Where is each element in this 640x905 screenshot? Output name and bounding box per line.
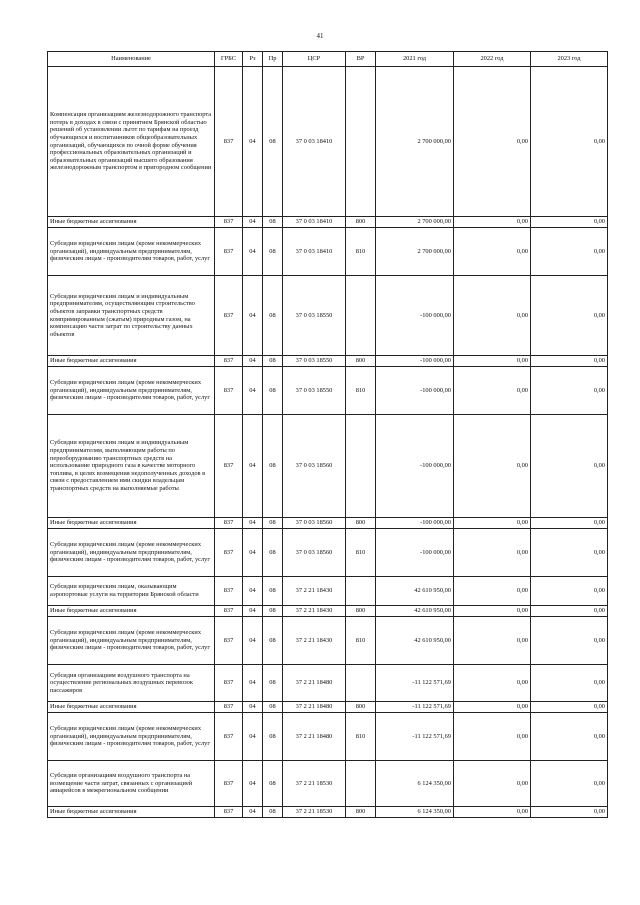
row-name: Субсидии юридическим лицам (кроме некоммерческих организаций), индивидуальным предпринимателям, физическим лицам - производителям товаров, работ, услуг	[48, 713, 215, 761]
row-name: Субсидии юридическим лицам, оказывающим аэропортовые услуги на территории Брянской области	[48, 577, 215, 606]
row-2021: -100 000,00	[376, 356, 454, 367]
row-2021: -100 000,00	[376, 529, 454, 577]
row-pr: 08	[263, 415, 283, 518]
row-csr: 37 0 03 18410	[283, 67, 346, 217]
header-rz: Рз	[243, 52, 263, 67]
row-2021: 2 700 000,00	[376, 228, 454, 276]
row-pr: 08	[263, 518, 283, 529]
row-name: Субсидии юридическим лицам (кроме некоммерческих организаций), индивидуальным предпринимателям, физическим лицам - производителям товаров, работ, услуг	[48, 367, 215, 415]
row-grbs: 837	[215, 807, 243, 818]
row-rz: 04	[243, 617, 263, 665]
table-row	[48, 356, 608, 367]
row-pr: 08	[263, 761, 283, 807]
row-2023: 0,00	[531, 276, 608, 356]
row-2022: 0,00	[454, 356, 531, 367]
row-2023: 0,00	[531, 67, 608, 217]
row-vr: 800	[346, 702, 376, 713]
header-vr: ВР	[346, 52, 376, 67]
row-csr: 37 0 03 18560	[283, 529, 346, 577]
row-vr: 800	[346, 606, 376, 617]
row-name: Компенсация организациям железнодорожного транспорта потерь в доходах в связи с принятием Брянской областью решений об установлении льгот по тарифам на проезд обучающихся и воспитанников общеобразовательных организаций, обучающихся по очной форме обучения профессиональных образовательных организаций и образовательных организаций высшего образования железнодорожным транспортом в пригородном сообщении	[48, 67, 215, 217]
row-vr: 810	[346, 617, 376, 665]
row-2022: 0,00	[454, 276, 531, 356]
row-csr: 37 0 03 18410	[283, 228, 346, 276]
row-rz: 04	[243, 356, 263, 367]
table-row	[48, 761, 608, 807]
row-2021: 2 700 000,00	[376, 67, 454, 217]
row-vr: 800	[346, 217, 376, 228]
row-csr: 37 0 03 18550	[283, 367, 346, 415]
row-2022: 0,00	[454, 367, 531, 415]
row-2023: 0,00	[531, 367, 608, 415]
row-pr: 08	[263, 276, 283, 356]
row-2022: 0,00	[454, 228, 531, 276]
row-2022: 0,00	[454, 665, 531, 702]
table-header-row	[48, 52, 608, 67]
row-vr: 800	[346, 356, 376, 367]
row-pr: 08	[263, 577, 283, 606]
row-2022: 0,00	[454, 529, 531, 577]
header-csr: ЦСР	[283, 52, 346, 67]
row-2023: 0,00	[531, 761, 608, 807]
row-name: Иные бюджетные ассигнования	[48, 606, 215, 617]
row-2021: -11 122 571,69	[376, 702, 454, 713]
row-csr: 37 2 21 18530	[283, 761, 346, 807]
row-rz: 04	[243, 529, 263, 577]
row-pr: 08	[263, 807, 283, 818]
row-2021: -100 000,00	[376, 415, 454, 518]
row-2023: 0,00	[531, 356, 608, 367]
table-row	[48, 217, 608, 228]
row-csr: 37 2 21 18430	[283, 577, 346, 606]
row-csr: 37 2 21 18430	[283, 606, 346, 617]
row-2021: 6 124 350,00	[376, 807, 454, 818]
table-row	[48, 665, 608, 702]
row-vr: 810	[346, 367, 376, 415]
row-2021: -11 122 571,69	[376, 665, 454, 702]
row-grbs: 837	[215, 367, 243, 415]
row-name: Субсидии юридическим лицам и индивидуальным предпринимателям, осуществляющим строительство объектов заправки транспортных средств компримированным (сжатым) природным газом, на компенсацию части затрат по строительству данных объектов	[48, 276, 215, 356]
row-grbs: 837	[215, 529, 243, 577]
row-csr: 37 2 21 18480	[283, 702, 346, 713]
table-row	[48, 415, 608, 518]
row-vr	[346, 577, 376, 606]
row-vr: 810	[346, 529, 376, 577]
row-2023: 0,00	[531, 713, 608, 761]
row-2022: 0,00	[454, 415, 531, 518]
row-pr: 08	[263, 228, 283, 276]
header-2021: 2021 год	[376, 52, 454, 67]
row-pr: 08	[263, 217, 283, 228]
row-2022: 0,00	[454, 761, 531, 807]
row-2021: 42 610 950,00	[376, 577, 454, 606]
row-pr: 08	[263, 356, 283, 367]
table-row	[48, 67, 608, 217]
row-name: Субсидии юридическим лицам (кроме некоммерческих организаций), индивидуальным предпринимателям, физическим лицам - производителям товаров, работ, услуг	[48, 228, 215, 276]
table-row	[48, 276, 608, 356]
row-grbs: 837	[215, 761, 243, 807]
row-2021: -100 000,00	[376, 518, 454, 529]
row-2022: 0,00	[454, 702, 531, 713]
row-2021: 6 124 350,00	[376, 761, 454, 807]
row-vr: 800	[346, 807, 376, 818]
header-name: Наименование	[48, 52, 215, 67]
table-row	[48, 529, 608, 577]
row-csr: 37 0 03 18550	[283, 356, 346, 367]
table-row	[48, 518, 608, 529]
row-rz: 04	[243, 807, 263, 818]
row-2021: 2 700 000,00	[376, 217, 454, 228]
header-pr: Пр	[263, 52, 283, 67]
row-2023: 0,00	[531, 518, 608, 529]
row-rz: 04	[243, 367, 263, 415]
row-2021: 42 610 950,00	[376, 617, 454, 665]
row-2023: 0,00	[531, 665, 608, 702]
row-vr	[346, 415, 376, 518]
row-vr: 810	[346, 228, 376, 276]
header-2023: 2023 год	[531, 52, 608, 67]
row-name: Иные бюджетные ассигнования	[48, 702, 215, 713]
row-grbs: 837	[215, 713, 243, 761]
row-2023: 0,00	[531, 217, 608, 228]
row-2022: 0,00	[454, 617, 531, 665]
row-pr: 08	[263, 702, 283, 713]
row-2023: 0,00	[531, 807, 608, 818]
row-vr	[346, 665, 376, 702]
row-2022: 0,00	[454, 518, 531, 529]
row-pr: 08	[263, 617, 283, 665]
row-vr	[346, 67, 376, 217]
table-row	[48, 617, 608, 665]
row-grbs: 837	[215, 518, 243, 529]
row-csr: 37 2 21 18480	[283, 665, 346, 702]
row-rz: 04	[243, 713, 263, 761]
row-rz: 04	[243, 702, 263, 713]
row-name: Иные бюджетные ассигнования	[48, 217, 215, 228]
row-2021: -11 122 571,69	[376, 713, 454, 761]
row-2023: 0,00	[531, 577, 608, 606]
budget-table	[47, 51, 608, 818]
row-grbs: 837	[215, 577, 243, 606]
row-2023: 0,00	[531, 415, 608, 518]
row-rz: 04	[243, 228, 263, 276]
row-rz: 04	[243, 577, 263, 606]
row-vr: 800	[346, 518, 376, 529]
row-grbs: 837	[215, 702, 243, 713]
row-2023: 0,00	[531, 529, 608, 577]
row-pr: 08	[263, 67, 283, 217]
row-grbs: 837	[215, 665, 243, 702]
row-rz: 04	[243, 518, 263, 529]
row-2021: -100 000,00	[376, 367, 454, 415]
row-csr: 37 0 03 18410	[283, 217, 346, 228]
table-row	[48, 577, 608, 606]
row-vr	[346, 761, 376, 807]
row-name: Иные бюджетные ассигнования	[48, 356, 215, 367]
table-row	[48, 228, 608, 276]
row-name: Субсидии юридическим лицам (кроме некоммерческих организаций), индивидуальным предпринимателям, физическим лицам - производителям товаров, работ, услуг	[48, 529, 215, 577]
row-vr	[346, 276, 376, 356]
row-grbs: 837	[215, 415, 243, 518]
row-rz: 04	[243, 606, 263, 617]
row-name: Субсидии юридическим лицам (кроме некоммерческих организаций), индивидуальным предпринимателям, физическим лицам - производителям товаров, работ, услуг	[48, 617, 215, 665]
row-2023: 0,00	[531, 606, 608, 617]
row-rz: 04	[243, 665, 263, 702]
row-csr: 37 0 03 18550	[283, 276, 346, 356]
row-grbs: 837	[215, 276, 243, 356]
row-2021: -100 000,00	[376, 276, 454, 356]
row-grbs: 837	[215, 67, 243, 217]
row-pr: 08	[263, 665, 283, 702]
row-name: Субсидии юридическим лицам и индивидуальным предпринимателям, выполняющим работы по переоборудованию транспортных средств на использование природного газа в качестве моторного топлива, в целях возмещения недополученных доходов в связи с предоставлением ими скидки владельцам транспортных средств на выполняемые работы	[48, 415, 215, 518]
row-csr: 37 2 21 18430	[283, 617, 346, 665]
row-grbs: 837	[215, 606, 243, 617]
table-body	[48, 67, 608, 818]
row-pr: 08	[263, 713, 283, 761]
row-grbs: 837	[215, 356, 243, 367]
row-rz: 04	[243, 276, 263, 356]
table-row	[48, 702, 608, 713]
row-name: Субсидии организациям воздушного транспорта на возмещение части затрат, связанных с организацией авиарейсов в межрегиональном сообщении	[48, 761, 215, 807]
row-2023: 0,00	[531, 617, 608, 665]
row-2022: 0,00	[454, 713, 531, 761]
row-grbs: 837	[215, 617, 243, 665]
page-number: 41	[316, 32, 324, 40]
row-csr: 37 0 03 18560	[283, 415, 346, 518]
row-grbs: 837	[215, 228, 243, 276]
row-2022: 0,00	[454, 606, 531, 617]
row-csr: 37 2 21 18480	[283, 713, 346, 761]
header-grbs: ГРБС	[215, 52, 243, 67]
header-2022: 2022 год	[454, 52, 531, 67]
table-row	[48, 606, 608, 617]
row-pr: 08	[263, 367, 283, 415]
row-name: Иные бюджетные ассигнования	[48, 807, 215, 818]
row-2022: 0,00	[454, 217, 531, 228]
row-pr: 08	[263, 529, 283, 577]
row-2021: 42 610 950,00	[376, 606, 454, 617]
row-csr: 37 2 21 18530	[283, 807, 346, 818]
row-pr: 08	[263, 606, 283, 617]
row-2023: 0,00	[531, 702, 608, 713]
row-2023: 0,00	[531, 228, 608, 276]
row-rz: 04	[243, 217, 263, 228]
row-grbs: 837	[215, 217, 243, 228]
row-2022: 0,00	[454, 67, 531, 217]
row-rz: 04	[243, 415, 263, 518]
row-rz: 04	[243, 761, 263, 807]
table-row	[48, 807, 608, 818]
row-name: Субсидия организациям воздушного транспорта на осуществление региональных воздушных перевозок пассажиров	[48, 665, 215, 702]
table-row	[48, 367, 608, 415]
row-2022: 0,00	[454, 577, 531, 606]
row-csr: 37 0 03 18560	[283, 518, 346, 529]
row-vr: 810	[346, 713, 376, 761]
row-rz: 04	[243, 67, 263, 217]
table-row	[48, 713, 608, 761]
row-name: Иные бюджетные ассигнования	[48, 518, 215, 529]
row-2022: 0,00	[454, 807, 531, 818]
